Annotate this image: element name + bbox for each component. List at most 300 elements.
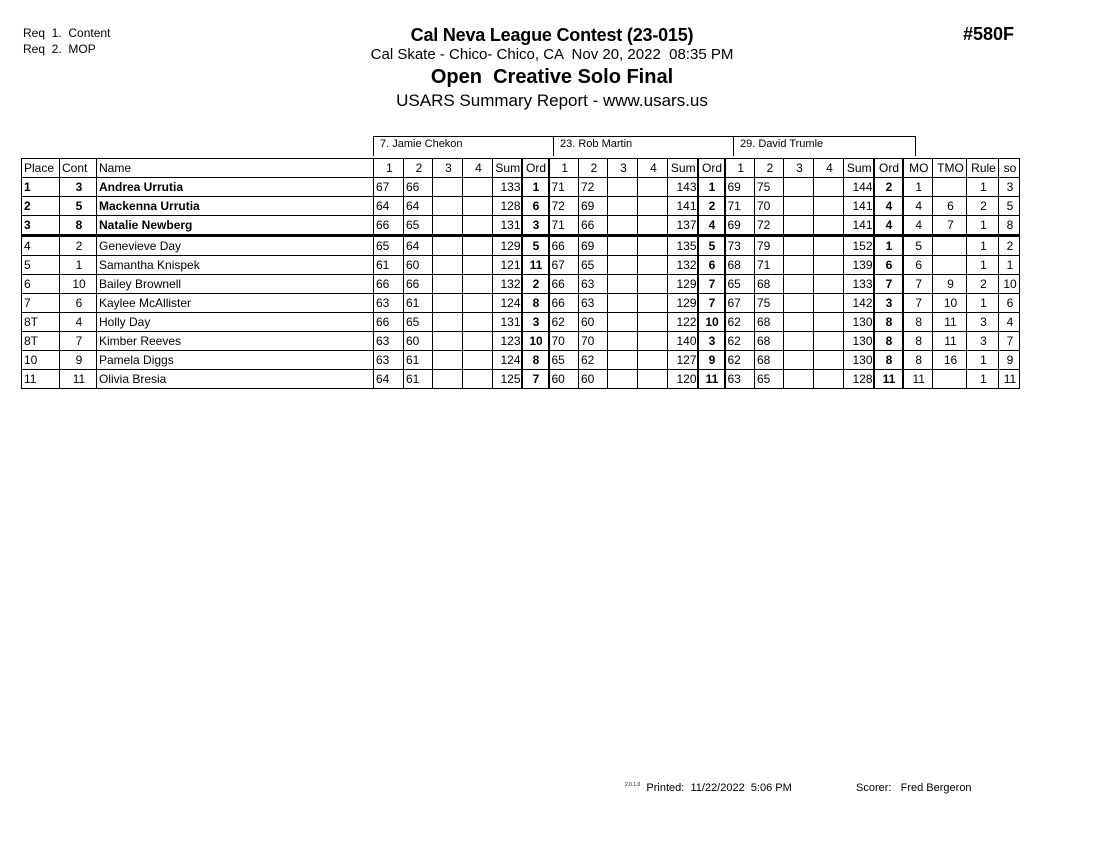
table-row [22, 370, 1020, 389]
place-cell: 8T [22, 313, 60, 332]
rule-cell: 1 [967, 351, 999, 370]
header-rule: Rule [967, 159, 999, 178]
judge-3-score-1: 67 [725, 294, 755, 313]
judge-3-header: 29. David Trumle [733, 136, 916, 156]
table-row [22, 197, 1020, 216]
judge-2-score-1: 62 [549, 313, 579, 332]
judge-2-ordinal: 4 [698, 216, 725, 236]
tmo-cell: 16 [933, 351, 967, 370]
header-j2-ord: Ord [698, 159, 725, 178]
judge-3-score-1: 68 [725, 256, 755, 275]
judge-1-score-2: 65 [404, 216, 433, 236]
place-cell: 3 [22, 216, 60, 236]
judge-1-score-2: 64 [404, 236, 433, 256]
judge-1-score-2: 61 [404, 370, 433, 389]
skater-name: Andrea Urrutia [97, 178, 374, 197]
so-cell: 1 [999, 256, 1020, 275]
judge-3-score-2: 75 [755, 178, 784, 197]
judge-3-sum: 130 [844, 351, 874, 370]
judge-1-score-3 [433, 178, 463, 197]
mo-cell: 8 [903, 332, 933, 351]
table-row [22, 332, 1020, 351]
judge-2-score-1: 71 [549, 216, 579, 236]
judge-1-score-1: 66 [374, 275, 404, 294]
judge-3-score-3 [784, 275, 814, 294]
judge-1-score-2: 60 [404, 332, 433, 351]
so-cell: 9 [999, 351, 1020, 370]
judge-1-sum: 124 [493, 294, 522, 313]
contest-subtitle: Cal Skate - Chico- Chico, CA Nov 20, 2022 08:35 PM [370, 46, 734, 63]
judge-1-score-4 [463, 275, 493, 294]
judge-1-score-4 [463, 236, 493, 256]
judge-2-score-4 [638, 275, 668, 294]
judge-1-score-4 [463, 332, 493, 351]
judge-3-sum: 133 [844, 275, 874, 294]
results-table [21, 158, 1020, 389]
judge-3-sum: 144 [844, 178, 874, 197]
judge-1-score-4 [463, 294, 493, 313]
judge-1-score-2: 66 [404, 178, 433, 197]
judge-3-ordinal: 8 [874, 351, 903, 370]
judge-2-score-3 [608, 216, 638, 236]
so-cell: 3 [999, 178, 1020, 197]
results-body [22, 178, 1020, 389]
judge-3-score-2: 70 [755, 197, 784, 216]
judge-3-score-4 [814, 197, 844, 216]
judge-1-ordinal: 7 [522, 370, 549, 389]
judge-1-ordinal: 11 [522, 256, 549, 275]
judge-2-ordinal: 10 [698, 313, 725, 332]
cont-cell: 2 [60, 236, 97, 256]
mo-cell: 8 [903, 313, 933, 332]
header-j2-score-4: 4 [638, 159, 668, 178]
judge-1-sum: 128 [493, 197, 522, 216]
judge-3-score-2: 68 [755, 351, 784, 370]
header-j3-score-1: 1 [725, 159, 755, 178]
so-cell: 11 [999, 370, 1020, 389]
judge-1-score-2: 60 [404, 256, 433, 275]
header-row [22, 159, 1020, 178]
judge-2-score-4 [638, 256, 668, 275]
table-row [22, 256, 1020, 275]
so-cell: 6 [999, 294, 1020, 313]
cont-cell: 8 [60, 216, 97, 236]
judge-3-score-4 [814, 332, 844, 351]
judge-1-score-4 [463, 313, 493, 332]
judge-2-ordinal: 3 [698, 332, 725, 351]
skater-name: Genevieve Day [97, 236, 374, 256]
judge-1-score-1: 64 [374, 197, 404, 216]
cont-cell: 1 [60, 256, 97, 275]
judge-3-sum: 142 [844, 294, 874, 313]
judge-2-ordinal: 11 [698, 370, 725, 389]
judge-2-ordinal: 9 [698, 351, 725, 370]
judge-3-score-2: 71 [755, 256, 784, 275]
header-tmo: TMO [933, 159, 967, 178]
judge-1-score-1: 61 [374, 256, 404, 275]
judge-2-score-1: 66 [549, 236, 579, 256]
judge-1-header: 7. Jamie Chekon [373, 136, 554, 156]
judge-3-score-1: 62 [725, 332, 755, 351]
judge-2-ordinal: 5 [698, 236, 725, 256]
judge-2-score-2: 66 [579, 216, 608, 236]
cont-cell: 6 [60, 294, 97, 313]
header-so: so [999, 159, 1020, 178]
printed-info [625, 782, 792, 794]
report-title: USARS Summary Report - www.usars.us [396, 91, 708, 110]
place-cell: 11 [22, 370, 60, 389]
judge-3-score-1: 65 [725, 275, 755, 294]
judge-3-score-3 [784, 216, 814, 236]
judge-3-sum: 141 [844, 216, 874, 236]
requirements-block [23, 25, 110, 57]
judge-2-sum: 140 [668, 332, 698, 351]
judge-2-score-2: 63 [579, 275, 608, 294]
judge-1-score-1: 66 [374, 216, 404, 236]
judge-2-score-3 [608, 313, 638, 332]
judge-3-ordinal: 1 [874, 236, 903, 256]
judge-3-score-4 [814, 216, 844, 236]
place-cell: 2 [22, 197, 60, 216]
version-stamp: 2.0.1.0 [625, 782, 641, 788]
so-cell: 2 [999, 236, 1020, 256]
header-place: Place [22, 159, 60, 178]
header-j3-score-3: 3 [784, 159, 814, 178]
judge-1-score-3 [433, 236, 463, 256]
place-cell: 8T [22, 332, 60, 351]
judge-1-sum: 123 [493, 332, 522, 351]
so-cell: 5 [999, 197, 1020, 216]
judge-1-score-4 [463, 370, 493, 389]
judge-2-score-4 [638, 197, 668, 216]
judge-3-score-2: 72 [755, 216, 784, 236]
rule-cell: 3 [967, 332, 999, 351]
judge-3-score-3 [784, 351, 814, 370]
header-j3-score-4: 4 [814, 159, 844, 178]
judge-1-score-4 [463, 351, 493, 370]
judge-3-score-4 [814, 351, 844, 370]
judge-2-sum: 141 [668, 197, 698, 216]
rule-cell: 1 [967, 178, 999, 197]
judge-2-score-3 [608, 197, 638, 216]
cont-cell: 3 [60, 178, 97, 197]
judge-2-sum: 137 [668, 216, 698, 236]
mo-cell: 11 [903, 370, 933, 389]
judge-1-score-4 [463, 216, 493, 236]
judge-2-ordinal: 7 [698, 294, 725, 313]
skater-name: Kimber Reeves [97, 332, 374, 351]
judge-3-score-1: 71 [725, 197, 755, 216]
judge-1-score-1: 63 [374, 351, 404, 370]
header-j3-ord: Ord [874, 159, 903, 178]
mo-cell: 7 [903, 275, 933, 294]
header-j3-score-2: 2 [755, 159, 784, 178]
judge-3-score-3 [784, 197, 814, 216]
table-row [22, 236, 1020, 256]
judge-1-score-3 [433, 294, 463, 313]
judge-3-score-1: 62 [725, 313, 755, 332]
header-j1-score-4: 4 [463, 159, 493, 178]
judge-3-ordinal: 2 [874, 178, 903, 197]
header-cont: Cont [60, 159, 97, 178]
judge-1-sum: 131 [493, 216, 522, 236]
judge-1-score-3 [433, 197, 463, 216]
judge-2-score-1: 72 [549, 197, 579, 216]
judge-2-score-2: 60 [579, 370, 608, 389]
judge-2-score-4 [638, 370, 668, 389]
header-j2-sum: Sum [668, 159, 698, 178]
tmo-cell: 9 [933, 275, 967, 294]
rule-cell: 3 [967, 313, 999, 332]
judge-1-score-4 [463, 178, 493, 197]
judge-2-ordinal: 2 [698, 197, 725, 216]
tmo-cell: 11 [933, 332, 967, 351]
judge-3-score-4 [814, 178, 844, 197]
judge-3-score-3 [784, 294, 814, 313]
judge-1-score-4 [463, 197, 493, 216]
skater-name: Mackenna Urrutia [97, 197, 374, 216]
judge-1-score-1: 63 [374, 294, 404, 313]
tmo-cell: 6 [933, 197, 967, 216]
judge-1-score-1: 66 [374, 313, 404, 332]
report-header [300, 24, 804, 112]
judge-1-score-3 [433, 216, 463, 236]
rule-cell: 2 [967, 275, 999, 294]
header-j1-ord: Ord [522, 159, 549, 178]
tmo-cell [933, 370, 967, 389]
judge-2-score-4 [638, 332, 668, 351]
judge-3-score-2: 79 [755, 236, 784, 256]
judge-1-ordinal: 8 [522, 294, 549, 313]
judge-3-sum: 130 [844, 332, 874, 351]
event-title: Open Creative Solo Final [430, 66, 674, 88]
table-row [22, 275, 1020, 294]
printed-timestamp: Printed: 11/22/2022 5:06 PM [646, 782, 792, 794]
judge-3-score-4 [814, 370, 844, 389]
judge-3-sum: 139 [844, 256, 874, 275]
contest-title: Cal Neva League Contest (23-015) [410, 25, 694, 45]
mo-cell: 7 [903, 294, 933, 313]
judge-3-score-1: 63 [725, 370, 755, 389]
judge-1-ordinal: 3 [522, 313, 549, 332]
judge-1-score-2: 61 [404, 351, 433, 370]
skater-name: Samantha Knispek [97, 256, 374, 275]
judge-3-score-4 [814, 294, 844, 313]
cont-cell: 9 [60, 351, 97, 370]
skater-name: Kaylee McAllister [97, 294, 374, 313]
judge-3-ordinal: 3 [874, 294, 903, 313]
judge-1-score-3 [433, 275, 463, 294]
place-cell: 10 [22, 351, 60, 370]
judge-3-sum: 141 [844, 197, 874, 216]
so-cell: 10 [999, 275, 1020, 294]
judge-1-sum: 124 [493, 351, 522, 370]
judge-2-score-4 [638, 216, 668, 236]
judge-3-score-3 [784, 332, 814, 351]
judge-3-sum: 152 [844, 236, 874, 256]
mo-cell: 6 [903, 256, 933, 275]
judge-3-score-1: 69 [725, 216, 755, 236]
mo-cell: 1 [903, 178, 933, 197]
tmo-cell [933, 178, 967, 197]
skater-name: Pamela Diggs [97, 351, 374, 370]
judge-1-ordinal: 8 [522, 351, 549, 370]
judge-1-ordinal: 10 [522, 332, 549, 351]
requirement-1: Req 1. Content [23, 26, 111, 40]
requirement-2: Req 2. MOP [23, 42, 96, 56]
judge-3-score-4 [814, 236, 844, 256]
judge-2-score-2: 63 [579, 294, 608, 313]
judge-2-score-2: 65 [579, 256, 608, 275]
judge-1-sum: 131 [493, 313, 522, 332]
judge-1-sum: 125 [493, 370, 522, 389]
judge-3-score-1: 73 [725, 236, 755, 256]
skater-name: Bailey Brownell [97, 275, 374, 294]
judge-2-score-2: 62 [579, 351, 608, 370]
tmo-cell [933, 236, 967, 256]
rule-cell: 1 [967, 216, 999, 236]
cont-cell: 4 [60, 313, 97, 332]
judge-3-ordinal: 8 [874, 332, 903, 351]
rule-cell: 1 [967, 370, 999, 389]
judge-2-score-1: 70 [549, 332, 579, 351]
judge-3-sum: 130 [844, 313, 874, 332]
place-cell: 7 [22, 294, 60, 313]
table-row [22, 313, 1020, 332]
table-row [22, 216, 1020, 236]
judge-3-score-3 [784, 236, 814, 256]
judge-1-score-3 [433, 351, 463, 370]
judge-1-score-2: 66 [404, 275, 433, 294]
judge-2-score-1: 67 [549, 256, 579, 275]
skater-name: Natalie Newberg [97, 216, 374, 236]
mo-cell: 4 [903, 197, 933, 216]
judge-1-ordinal: 3 [522, 216, 549, 236]
judge-2-sum: 132 [668, 256, 698, 275]
tmo-cell: 11 [933, 313, 967, 332]
place-cell: 4 [22, 236, 60, 256]
judge-2-sum: 143 [668, 178, 698, 197]
judge-2-score-1: 65 [549, 351, 579, 370]
judge-1-score-1: 67 [374, 178, 404, 197]
rule-cell: 1 [967, 256, 999, 275]
judge-2-score-1: 66 [549, 294, 579, 313]
cont-cell: 5 [60, 197, 97, 216]
judge-1-score-4 [463, 256, 493, 275]
skater-name: Holly Day [97, 313, 374, 332]
rule-cell: 1 [967, 236, 999, 256]
place-cell: 1 [22, 178, 60, 197]
judge-3-score-3 [784, 370, 814, 389]
table-row [22, 178, 1020, 197]
judge-2-score-2: 70 [579, 332, 608, 351]
judge-2-sum: 127 [668, 351, 698, 370]
judge-3-ordinal: 6 [874, 256, 903, 275]
table-row [22, 351, 1020, 370]
judge-1-score-2: 64 [404, 197, 433, 216]
scorer-info: Scorer: Fred Bergeron [856, 782, 972, 794]
judge-1-score-3 [433, 370, 463, 389]
tmo-cell [933, 256, 967, 275]
judge-2-score-4 [638, 351, 668, 370]
judge-3-score-2: 75 [755, 294, 784, 313]
judge-3-ordinal: 11 [874, 370, 903, 389]
judge-2-sum: 129 [668, 294, 698, 313]
so-cell: 7 [999, 332, 1020, 351]
judge-2-score-1: 71 [549, 178, 579, 197]
judge-1-sum: 129 [493, 236, 522, 256]
so-cell: 8 [999, 216, 1020, 236]
judge-2-sum: 135 [668, 236, 698, 256]
judge-3-score-1: 62 [725, 351, 755, 370]
judge-1-score-1: 63 [374, 332, 404, 351]
header-j2-score-2: 2 [579, 159, 608, 178]
header-j2-score-1: 1 [549, 159, 579, 178]
judge-2-header: 23. Rob Martin [553, 136, 734, 156]
judge-2-score-3 [608, 370, 638, 389]
judge-1-ordinal: 1 [522, 178, 549, 197]
judge-2-score-3 [608, 294, 638, 313]
table-row [22, 294, 1020, 313]
judge-2-ordinal: 1 [698, 178, 725, 197]
document-number: #580F [963, 24, 1015, 44]
judge-2-score-3 [608, 275, 638, 294]
judge-2-score-3 [608, 236, 638, 256]
mo-cell: 8 [903, 351, 933, 370]
judge-3-score-1: 69 [725, 178, 755, 197]
judge-2-score-4 [638, 236, 668, 256]
judge-1-score-1: 64 [374, 370, 404, 389]
skater-name: Olivia Bresia [97, 370, 374, 389]
judge-1-score-3 [433, 332, 463, 351]
judge-3-score-3 [784, 178, 814, 197]
judge-1-score-2: 61 [404, 294, 433, 313]
judge-2-ordinal: 6 [698, 256, 725, 275]
judge-3-score-2: 65 [755, 370, 784, 389]
mo-cell: 5 [903, 236, 933, 256]
judge-2-score-2: 69 [579, 197, 608, 216]
place-cell: 5 [22, 256, 60, 275]
mo-cell: 4 [903, 216, 933, 236]
judge-2-sum: 129 [668, 275, 698, 294]
judge-1-sum: 121 [493, 256, 522, 275]
header-mo: MO [903, 159, 933, 178]
judge-2-score-3 [608, 351, 638, 370]
judge-3-ordinal: 8 [874, 313, 903, 332]
so-cell: 4 [999, 313, 1020, 332]
header-j1-score-1: 1 [374, 159, 404, 178]
judge-1-score-1: 65 [374, 236, 404, 256]
judge-3-score-4 [814, 313, 844, 332]
judge-2-score-3 [608, 256, 638, 275]
cont-cell: 11 [60, 370, 97, 389]
judge-3-sum: 128 [844, 370, 874, 389]
judge-3-score-2: 68 [755, 332, 784, 351]
place-cell: 6 [22, 275, 60, 294]
judge-1-ordinal: 6 [522, 197, 549, 216]
judge-3-score-4 [814, 256, 844, 275]
judge-3-score-3 [784, 313, 814, 332]
judge-2-score-1: 66 [549, 275, 579, 294]
judge-3-ordinal: 4 [874, 216, 903, 236]
judge-2-sum: 122 [668, 313, 698, 332]
tmo-cell: 10 [933, 294, 967, 313]
judge-1-ordinal: 2 [522, 275, 549, 294]
judge-2-score-4 [638, 313, 668, 332]
header-j3-sum: Sum [844, 159, 874, 178]
cont-cell: 10 [60, 275, 97, 294]
judge-2-score-2: 69 [579, 236, 608, 256]
